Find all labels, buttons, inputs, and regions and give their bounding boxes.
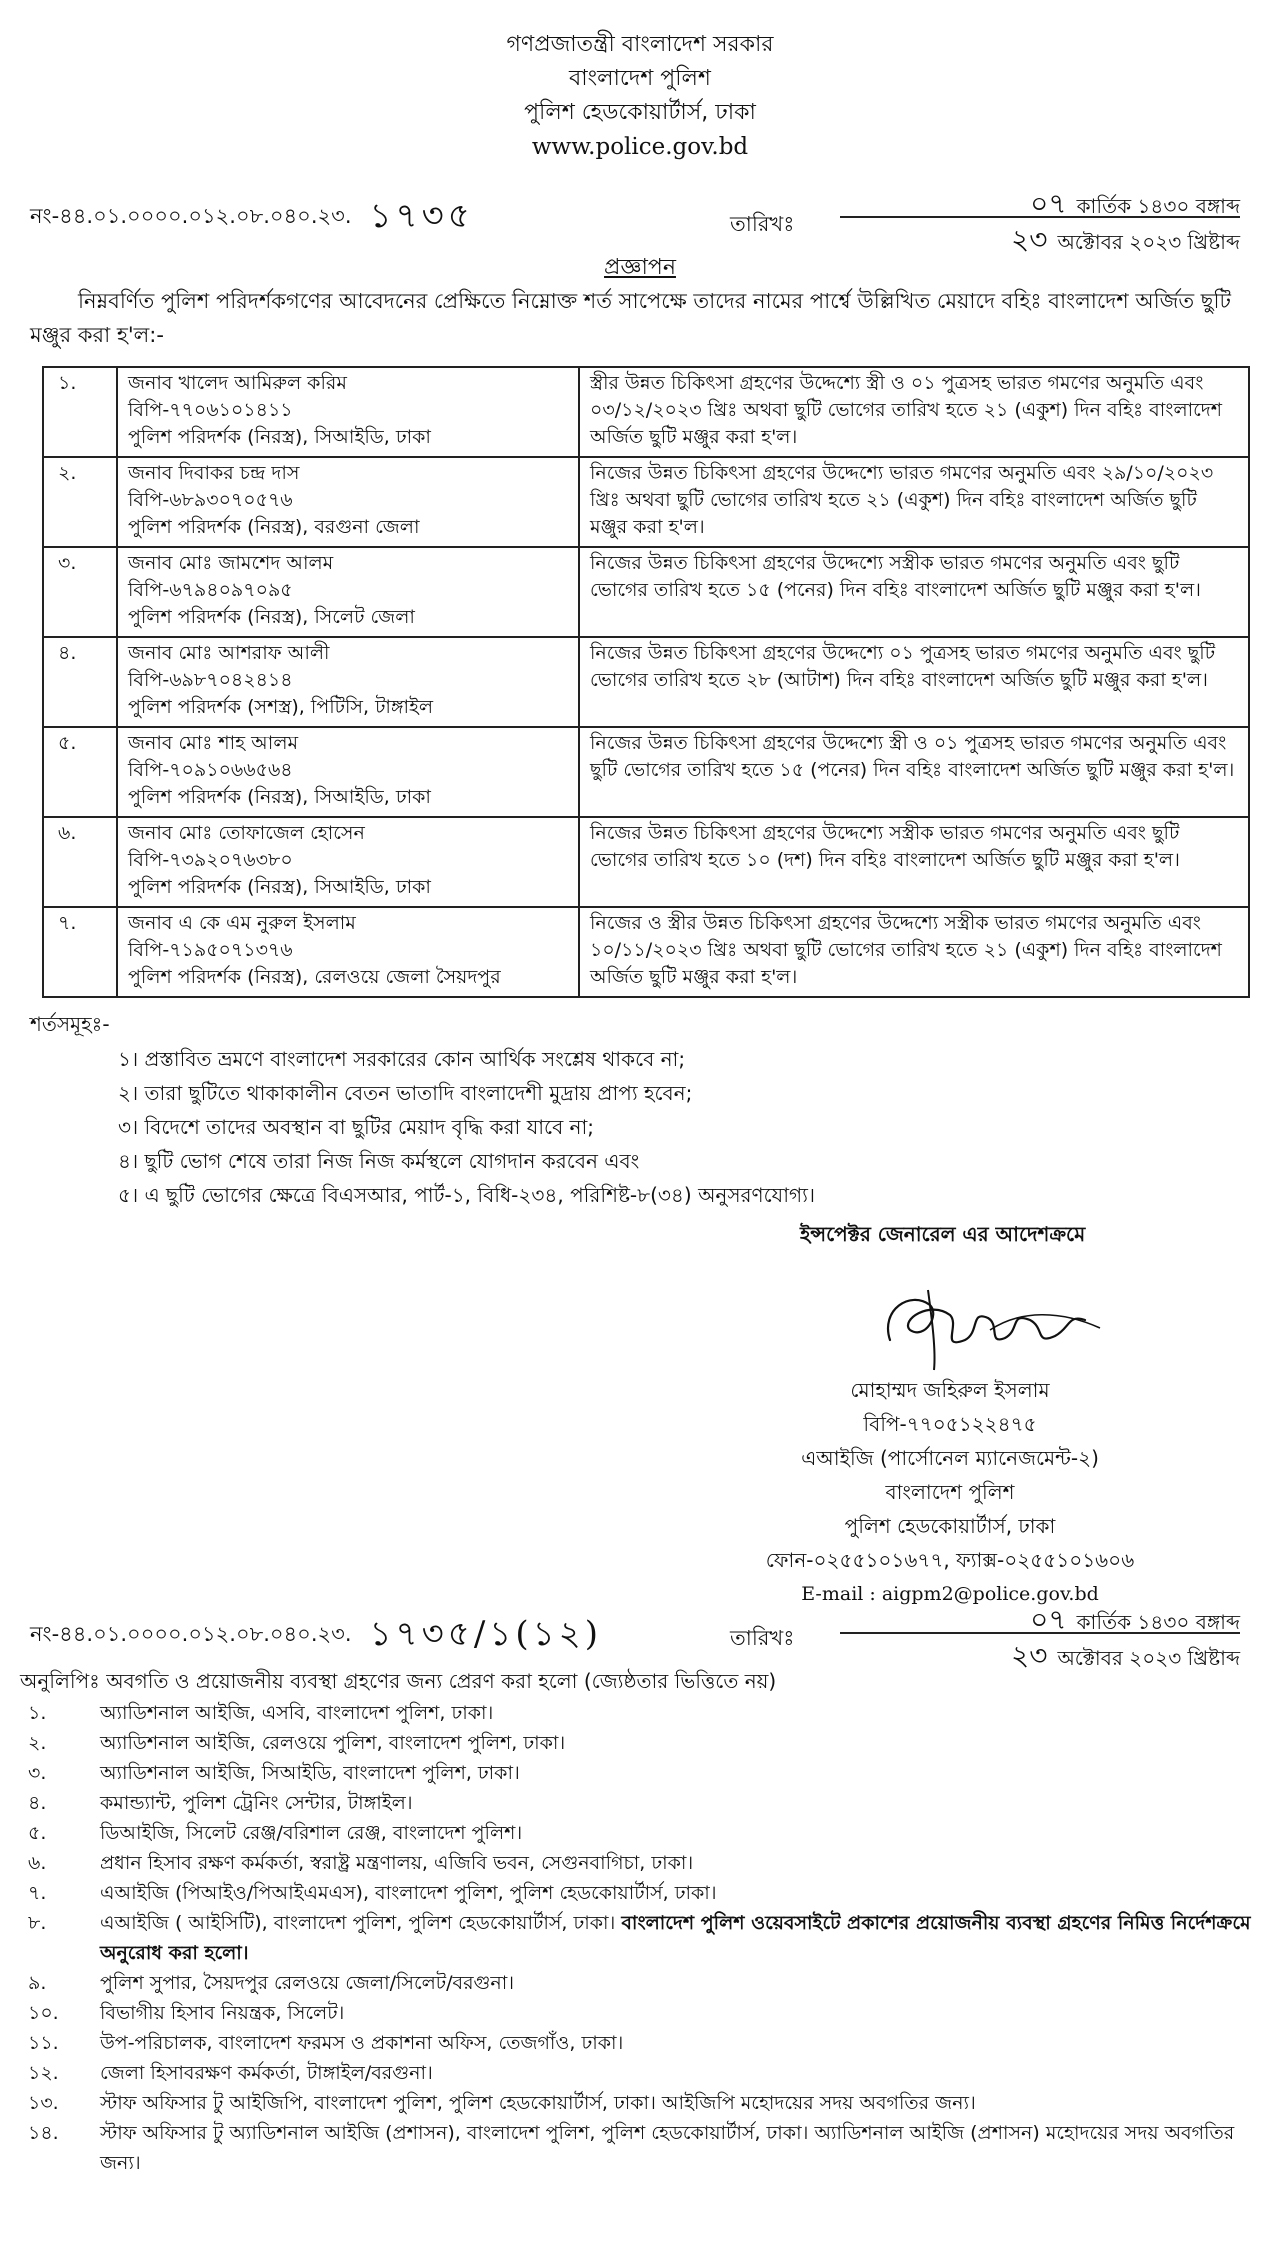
grant-details: নিজের উন্নত চিকিৎসা গ্রহণের উদ্দেশ্যে ভারত গমণের অনুমতি এবং ২৯/১০/২০২৩ খ্রিঃ অথবা ছুটি ভোগের তারিখ হতে ২১ (একুশ) দিন বহিঃ বাংলাদেশ অর্জিত ছুটি মঞ্জুর করা হ'ল। bbox=[579, 457, 1249, 547]
officer-post: পুলিশ পরিদর্শক (নিরস্ত্র), সিআইডি, ঢাকা bbox=[128, 786, 431, 808]
copy-memo-serial-handwritten: ১৭৩৫/১(১২) bbox=[369, 1614, 603, 1654]
officer-name: জনাব এ কে এম নুরুল ইসলাম bbox=[128, 912, 356, 934]
officer-post: পুলিশ পরিদর্শক (নিরস্ত্র), রেলওয়ে জেলা সৈয়দপুর bbox=[128, 966, 501, 988]
officer-name: জনাব মোঃ শাহ আলম bbox=[128, 732, 299, 754]
copy-item-number: ৩. bbox=[28, 1762, 47, 1784]
grant-officer bbox=[117, 817, 579, 907]
copy-date-label: তারিখঃ bbox=[730, 1626, 795, 1650]
copy-list bbox=[20, 1698, 1260, 2178]
officer-name: জনাব মোঃ তোফাজেল হোসেন bbox=[128, 822, 365, 844]
grant-serial: ১. bbox=[43, 367, 117, 457]
grant-details: নিজের উন্নত চিকিৎসা গ্রহণের উদ্দেশ্যে সস্ত্রীক ভারত গমণের অনুমতি এবং ছুটি ভোগের তারিখ হতে ১৫ (পনের) দিন বহিঃ বাংলাদেশ অর্জিত ছুটি মঞ্জুর করা হ'ল। bbox=[579, 547, 1249, 637]
memo-serial-handwritten: ১৭৩৫ bbox=[369, 196, 474, 236]
copy-item-text: ডিআইজি, সিলেট রেঞ্জ/বরিশাল রেঞ্জ, বাংলাদেশ পুলিশ। bbox=[100, 1822, 523, 1844]
grant-officer bbox=[117, 367, 579, 457]
copy-item-text: কমান্ড্যান্ট, পুলিশ ট্রেনিং সেন্টার, টাঙ্গাইল। bbox=[100, 1792, 413, 1814]
grant-row bbox=[43, 727, 1249, 817]
signer-phone: ফোন-০২৫৫১০১৬৭৭, ফ্যাক্স-০২৫৫১০১৬০৬ bbox=[765, 1548, 1135, 1572]
copy-list-item bbox=[20, 1908, 1260, 1968]
copy-item-text: এআইজি ( আইসিটি), বাংলাদেশ পুলিশ, পুলিশ হেডকোয়ার্টার্স, ঢাকা। bbox=[100, 1912, 622, 1934]
copy-item-text: অ্যাডিশনাল আইজি, রেলওয়ে পুলিশ, বাংলাদেশ পুলিশ, ঢাকা। bbox=[100, 1732, 566, 1754]
copy-list-item bbox=[20, 1818, 1260, 1848]
grant-details: নিজের উন্নত চিকিৎসা গ্রহণের উদ্দেশ্যে স্ত্রী ও ০১ পুত্রসহ ভারত গমণের অনুমতি এবং ছুটি ভোগের তারিখ হতে ১৫ (পনের) দিন বহিঃ বাংলাদেশ অর্জিত ছুটি মঞ্জুর করা হ'ল। bbox=[579, 727, 1249, 817]
copy-list-item bbox=[20, 1848, 1260, 1878]
grant-serial: ৭. bbox=[43, 907, 117, 997]
copy-list-item bbox=[20, 1998, 1260, 2028]
signer-name: মোহাম্মদ জহিরুল ইসলাম bbox=[850, 1378, 1050, 1402]
copy-item-text: স্টাফ অফিসার টু অ্যাডিশনাল আইজি (প্রশাসন), বাংলাদেশ পুলিশ, পুলিশ হেডকোয়ার্টার্স, ঢাকা। অ্যাডিশনাল আইজি (প্রশাসন) মহোদয়ের সদয় অবগতির জন্য। bbox=[100, 2122, 1235, 2174]
grant-officer bbox=[117, 907, 579, 997]
grant-row bbox=[43, 637, 1249, 727]
copy-list-item bbox=[20, 2088, 1260, 2118]
officer-name: জনাব মোঃ জামশেদ আলম bbox=[128, 552, 334, 574]
copy-memo-number: নং-৪৪.০১.০০০০.০১২.০৮.০৪০.২৩. ১৭৩৫/১(১২) bbox=[30, 1614, 603, 1654]
copy-item-note: বাংলাদেশ পুলিশ ওয়েবসাইটে প্রকাশের প্রয়োজনীয় ব্যবস্থা গ্রহণের নিমিত্ত নির্দেশক্রমে অনুরোধ করা হলো। bbox=[100, 1912, 1251, 1964]
copy-date-english: ২৩ অক্টোবর ২০২৩ খ্রিষ্টাব্দ bbox=[1011, 1639, 1240, 1672]
grant-serial: ৫. bbox=[43, 727, 117, 817]
officer-name: জনাব খালেদ আমিরুল করিম bbox=[128, 372, 347, 394]
officer-name: জনাব মোঃ আশরাফ আলী bbox=[128, 642, 330, 664]
copy-item-text: স্টাফ অফিসার টু আইজিপি, বাংলাদেশ পুলিশ, পুলিশ হেডকোয়ার্টার্স, ঢাকা। আইজিপি মহোদয়ের সদয় অবগতির জন্য। bbox=[100, 2092, 976, 2114]
date-label: তারিখঃ bbox=[730, 212, 795, 236]
date-bangla: ০৭ কার্তিক ১৪৩০ বঙ্গাব্দ bbox=[1030, 187, 1240, 220]
officer-bp: বিপি-৭০৯১০৬৬৫৬৪ bbox=[128, 759, 293, 781]
leave-grants-table bbox=[42, 366, 1250, 998]
conditions-list bbox=[118, 1042, 1218, 1212]
copy-list-item bbox=[20, 1728, 1260, 1758]
officer-bp: বিপি-৭৩৯২০৭৬৩৮০ bbox=[128, 849, 293, 871]
date-block bbox=[840, 182, 1240, 256]
copy-list-item bbox=[20, 2028, 1260, 2058]
copy-item-number: ১৩. bbox=[28, 2092, 59, 2114]
copy-item-number: ১. bbox=[28, 1702, 47, 1724]
copy-list-title: অনুলিপিঃ অবগতি ও প্রয়োজনীয় ব্যবস্থা গ্রহণের জন্য প্রেরণ করা হলো (জ্যেষ্ঠতার ভিত্তিতে নয়) bbox=[20, 1669, 777, 1693]
copy-list-item bbox=[20, 2118, 1260, 2178]
officer-bp: বিপি-৬৯৮৭০৪২৪১৪ bbox=[128, 669, 293, 691]
copy-item-number: ৮. bbox=[28, 1912, 47, 1934]
copy-list-item bbox=[20, 1788, 1260, 1818]
copy-date-bangla: ০৭ কার্তিক ১৪৩০ বঙ্গাব্দ bbox=[1030, 1603, 1240, 1636]
copy-item-number: ১০. bbox=[28, 2002, 59, 2024]
copy-item-number: ১১. bbox=[28, 2032, 59, 2054]
grant-details: স্ত্রীর উন্নত চিকিৎসা গ্রহণের উদ্দেশ্যে স্ত্রী ও ০১ পুত্রসহ ভারত গমণের অনুমতি এবং ০৩/১২/২০২৩ খ্রিঃ অথবা ছুটি ভোগের তারিখ হতে ২১ (একুশ) দিন বহিঃ বাংলাদেশ অর্জিত ছুটি মঞ্জুর করা হ'ল। bbox=[579, 367, 1249, 457]
copy-item-number: ৬. bbox=[28, 1852, 47, 1874]
memo-number: নং-৪৪.০১.০০০০.০১২.০৮.০৪০.২৩. ১৭৩৫ bbox=[30, 196, 474, 236]
officer-bp: বিপি-৬৮৯৩০৭০৫৭৬ bbox=[128, 489, 293, 511]
condition-item: ৩। বিদেশে তাদের অবস্থান বা ছুটির মেয়াদ বৃদ্ধি করা যাবে না; bbox=[118, 1115, 595, 1139]
govt-name: গণপ্রজাতন্ত্রী বাংলাদেশ সরকার bbox=[506, 32, 774, 57]
copy-list-item bbox=[20, 1968, 1260, 1998]
signer-email[interactable]: E-mail : aigpm2@police.gov.bd bbox=[801, 1583, 1099, 1605]
grant-row bbox=[43, 457, 1249, 547]
copy-item-text: এআইজি (পিআইও/পিআইএমএস), বাংলাদেশ পুলিশ, পুলিশ হেডকোয়ার্টার্স, ঢাকা। bbox=[100, 1882, 717, 1904]
org-name: বাংলাদেশ পুলিশ bbox=[569, 66, 711, 91]
officer-post: পুলিশ পরিদর্শক (সশস্ত্র), পিটিসি, টাঙ্গাইল bbox=[128, 696, 434, 718]
grant-serial: ২. bbox=[43, 457, 117, 547]
notice-intro: নিম্নবর্ণিত পুলিশ পরিদর্শকগণের আবেদনের প্রেক্ষিতে নিম্নোক্ত শর্ত সাপেক্ষে তাদের নামের পার্শ্বে উল্লিখিত মেয়াদে বহিঃ বাংলাদেশ অর্জিত ছুটি মঞ্জুর করা হ'ল:- bbox=[30, 289, 1231, 347]
copy-item-number: ৭. bbox=[28, 1882, 47, 1904]
grant-row bbox=[43, 367, 1249, 457]
copy-memo-row bbox=[30, 1598, 1250, 1672]
condition-item: ৪। ছুটি ভোগ শেষে তারা নিজ নিজ কর্মস্থলে যোগদান করবেন এবং bbox=[118, 1149, 640, 1173]
copy-item-text: জেলা হিসাবরক্ষণ কর্মকর্তা, টাঙ্গাইল/বরগুনা। bbox=[100, 2062, 433, 2084]
copy-list-item bbox=[20, 1698, 1260, 1728]
office-name: পুলিশ হেডকোয়ার্টার্স, ঢাকা bbox=[524, 100, 756, 125]
copy-item-number: ৫. bbox=[28, 1822, 47, 1844]
officer-bp: বিপি-৭৭০৬১০১৪১১ bbox=[128, 399, 293, 421]
grant-row bbox=[43, 547, 1249, 637]
signer-designation: এআইজি (পার্সোনেল ম্যানেজমেন্ট-২) bbox=[801, 1446, 1099, 1470]
signer-office: পুলিশ হেডকোয়ার্টার্স, ঢাকা bbox=[844, 1514, 1056, 1538]
copy-item-text: অ্যাডিশনাল আইজি, এসবি, বাংলাদেশ পুলিশ, ঢাকা। bbox=[100, 1702, 494, 1724]
copy-list-item bbox=[20, 1878, 1260, 1908]
date-english: ২৩ অক্টোবর ২০২৩ খ্রিষ্টাব্দ bbox=[1011, 223, 1240, 256]
order-line: ইন্সপেক্টর জেনারেল এর আদেশক্রমে bbox=[800, 1222, 1086, 1246]
grant-officer bbox=[117, 547, 579, 637]
website-link[interactable]: www.police.gov.bd bbox=[531, 134, 749, 160]
notice-title: প্রজ্ঞাপন bbox=[604, 255, 676, 280]
memo-row bbox=[30, 182, 1250, 256]
copy-item-text: প্রধান হিসাব রক্ষণ কর্মকর্তা, স্বরাষ্ট্র মন্ত্রণালয়, এজিবি ভবন, সেগুনবাগিচা, ঢাকা। bbox=[100, 1852, 694, 1874]
copy-item-number: ১৪. bbox=[28, 2122, 59, 2144]
copy-item-text: উপ-পরিচালক, বাংলাদেশ ফরমস ও প্রকাশনা অফিস, তেজগাঁও, ঢাকা। bbox=[100, 2032, 624, 2054]
grant-details: নিজের উন্নত চিকিৎসা গ্রহণের উদ্দেশ্যে সস্ত্রীক ভারত গমণের অনুমতি এবং ছুটি ভোগের তারিখ হতে ১০ (দশ) দিন বহিঃ বাংলাদেশ অর্জিত ছুটি মঞ্জুর করা হ'ল। bbox=[579, 817, 1249, 907]
copy-item-number: ২. bbox=[28, 1732, 47, 1754]
officer-name: জনাব দিবাকর চন্দ্র দাস bbox=[128, 462, 300, 484]
condition-item: ২। তারা ছুটিতে থাকাকালীন বেতন ভাতাদি বাংলাদেশী মুদ্রায় প্রাপ্য হবেন; bbox=[118, 1081, 693, 1105]
signer-org: বাংলাদেশ পুলিশ bbox=[885, 1480, 1015, 1504]
grant-serial: ৬. bbox=[43, 817, 117, 907]
cut-off-line bbox=[20, 2226, 1260, 2244]
copy-item-text: পুলিশ সুপার, সৈয়দপুর রেলওয়ে জেলা/সিলেট/বরগুনা। bbox=[100, 1972, 515, 1994]
grant-serial: ৪. bbox=[43, 637, 117, 727]
condition-item: ৫। এ ছুটি ভোগের ক্ষেত্রে বিএসআর, পার্ট-১, বিধি-২৩৪, পরিশিষ্ট-৮(৩৪) অনুসরণযোগ্য। bbox=[118, 1183, 816, 1207]
copy-list-item bbox=[20, 2058, 1260, 2088]
signer-bp: বিপি-৭৭০৫১২২৪৭৫ bbox=[863, 1412, 1037, 1436]
officer-post: পুলিশ পরিদর্শক (নিরস্ত্র), সিলেট জেলা bbox=[128, 606, 415, 628]
signature-image bbox=[870, 1270, 1130, 1380]
copy-item-number: ১২. bbox=[28, 2062, 59, 2084]
officer-post: পুলিশ পরিদর্শক (নিরস্ত্র), সিআইডি, ঢাকা bbox=[128, 876, 431, 898]
copy-item-number: ৪. bbox=[28, 1792, 47, 1814]
copy-item-text: বিভাগীয় হিসাব নিয়ন্ত্রক, সিলেট। bbox=[100, 2002, 345, 2024]
copy-item-text: অ্যাডিশনাল আইজি, সিআইডি, বাংলাদেশ পুলিশ, ঢাকা। bbox=[100, 1762, 520, 1784]
grant-row bbox=[43, 907, 1249, 997]
officer-bp: বিপি-৭১৯৫০৭১৩৭৬ bbox=[128, 939, 293, 961]
grant-officer bbox=[117, 637, 579, 727]
copy-item-number: ৯. bbox=[28, 1972, 47, 1994]
condition-item: ১। প্রস্তাবিত ভ্রমণে বাংলাদেশ সরকারের কোন আর্থিক সংশ্লেষ থাকবে না; bbox=[118, 1047, 686, 1071]
grant-details: নিজের উন্নত চিকিৎসা গ্রহণের উদ্দেশ্যে ০১ পুত্রসহ ভারত গমণের অনুমতি এবং ছুটি ভোগের তারিখ হতে ২৮ (আটাশ) দিন বহিঃ বাংলাদেশ অর্জিত ছুটি মঞ্জুর করা হ'ল। bbox=[579, 637, 1249, 727]
officer-post: পুলিশ পরিদর্শক (নিরস্ত্র), সিআইডি, ঢাকা bbox=[128, 426, 431, 448]
copy-date-block bbox=[840, 1598, 1240, 1672]
grant-officer bbox=[117, 457, 579, 547]
officer-bp: বিপি-৬৭৯৪০৯৭০৯৫ bbox=[128, 579, 293, 601]
signer-block bbox=[690, 1373, 1210, 1611]
conditions-title: শর্তসমূহঃ- bbox=[30, 1012, 110, 1036]
letterhead bbox=[0, 28, 1280, 164]
grant-serial: ৩. bbox=[43, 547, 117, 637]
grant-officer bbox=[117, 727, 579, 817]
copy-list-item bbox=[20, 1758, 1260, 1788]
grant-row bbox=[43, 817, 1249, 907]
grant-details: নিজের ও স্ত্রীর উন্নত চিকিৎসা গ্রহণের উদ্দেশ্যে সস্ত্রীক ভারত গমণের অনুমতি এবং ১০/১১/২০২৩ খ্রিঃ অথবা ছুটি ভোগের তারিখ হতে ২১ (একুশ) দিন বহিঃ বাংলাদেশ অর্জিত ছুটি মঞ্জুর করা হ'ল। bbox=[579, 907, 1249, 997]
officer-post: পুলিশ পরিদর্শক (নিরস্ত্র), বরগুনা জেলা bbox=[128, 516, 420, 538]
